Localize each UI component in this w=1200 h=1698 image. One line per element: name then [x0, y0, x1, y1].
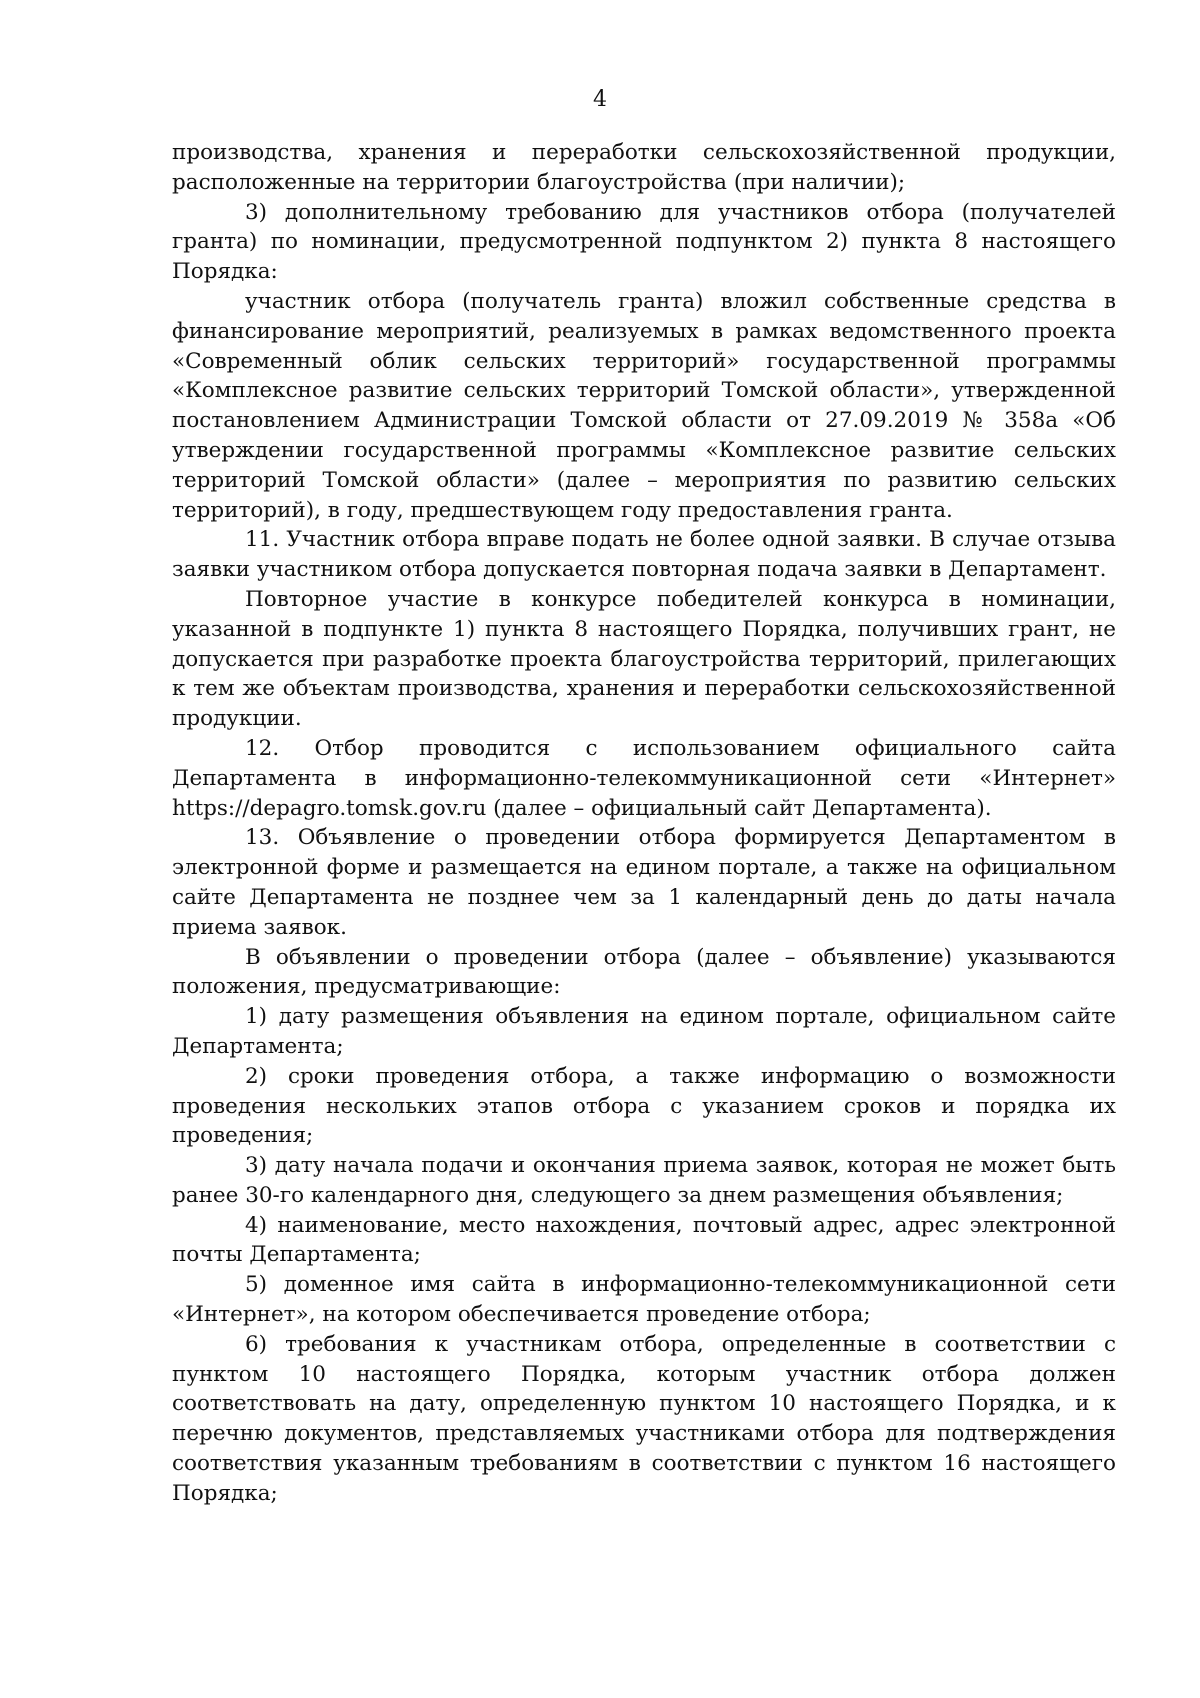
paragraph: производства, хранения и переработки сельскохозяйственной продукции, расположенные на территории благоустройства (при наличии);	[172, 140, 1116, 195]
paragraph: 12. Отбор проводится с использованием официального сайта Департамента в информационно-телекоммуникационной сети «Интернет» https://depagro.tomsk.gov.ru (далее – официальный сайт Департамента).	[172, 735, 1116, 821]
paragraph: 4) наименование, место нахождения, почтовый адрес, адрес электронной почты Департамента;	[172, 1212, 1116, 1268]
paragraph: 6) требования к участникам отбора, определенные в соответствии с пунктом 10 настоящего Порядка, которым участник отбора должен соответствовать на дату, определенную пунктом 10 настоящего Порядка, и к перечню документов, представляемых участниками отбора для подтверждения соответствия указанным требованиям в соответствии с пунктом 16 настоящего Порядка;	[172, 1331, 1116, 1506]
paragraph: 2) сроки проведения отбора, а также информацию о возможности проведения нескольких этапов отбора с указанием сроков и порядка их проведения;	[172, 1063, 1116, 1149]
paragraph: 3) дату начала подачи и окончания приема заявок, которая не может быть ранее 30-го календарного дня, следующего за днем размещения объявления;	[172, 1153, 1116, 1208]
paragraph: 11. Участник отбора вправе подать не более одной заявки. В случае отзыва заявки участником отбора допускается повторная подача заявки в Департамент.	[172, 527, 1116, 583]
paragraph: Повторное участие в конкурсе победителей конкурса в номинации, указанной в подпункте 1) пункта 8 настоящего Порядка, получивших грант, не допускается при разработке проекта благоустройства территорий, прилегающих к тем же объектам производства, хранения и переработки сельскохозяйственной продукции.	[172, 586, 1116, 732]
paragraph: В объявлении о проведении отбора (далее – объявление) указываются положения, предусматривающие:	[172, 944, 1116, 1000]
paragraph: участник отбора (получатель гранта) вложил собственные средства в финансирование мероприятий, реализуемых в рамках ведомственного проекта «Современный облик сельских территорий» государственной программы «Комплексное развитие сельских территорий Томской области», утвержденной постановлением Администрации Томской области от 27.09.2019 № 358а «Об утверждении государственной программы «Комплексное развитие сельских территорий Томской области» (далее – мероприятия по развитию сельских территорий), в году, предшествующем году предоставления гранта.	[172, 288, 1116, 523]
paragraph: 5) доменное имя сайта в информационно-телекоммуникационной сети «Интернет», на котором обеспечивается проведение отбора;	[172, 1272, 1116, 1328]
paragraph: 1) дату размещения объявления на едином портале, официальном сайте Департамента;	[172, 1004, 1116, 1059]
document-body	[172, 138, 1116, 1509]
paragraph: 13. Объявление о проведении отбора формируется Департаментом в электронной форме и размещается на едином портале, а также на официальном сайте Департамента не позднее чем за 1 календарный день до даты начала приема заявок.	[172, 825, 1116, 940]
paragraph: 3) дополнительному требованию для участников отбора (получателей гранта) по номинации, предусмотренной подпунктом 2) пункта 8 настоящего Порядка:	[172, 199, 1116, 285]
page-number: 4	[593, 87, 607, 112]
